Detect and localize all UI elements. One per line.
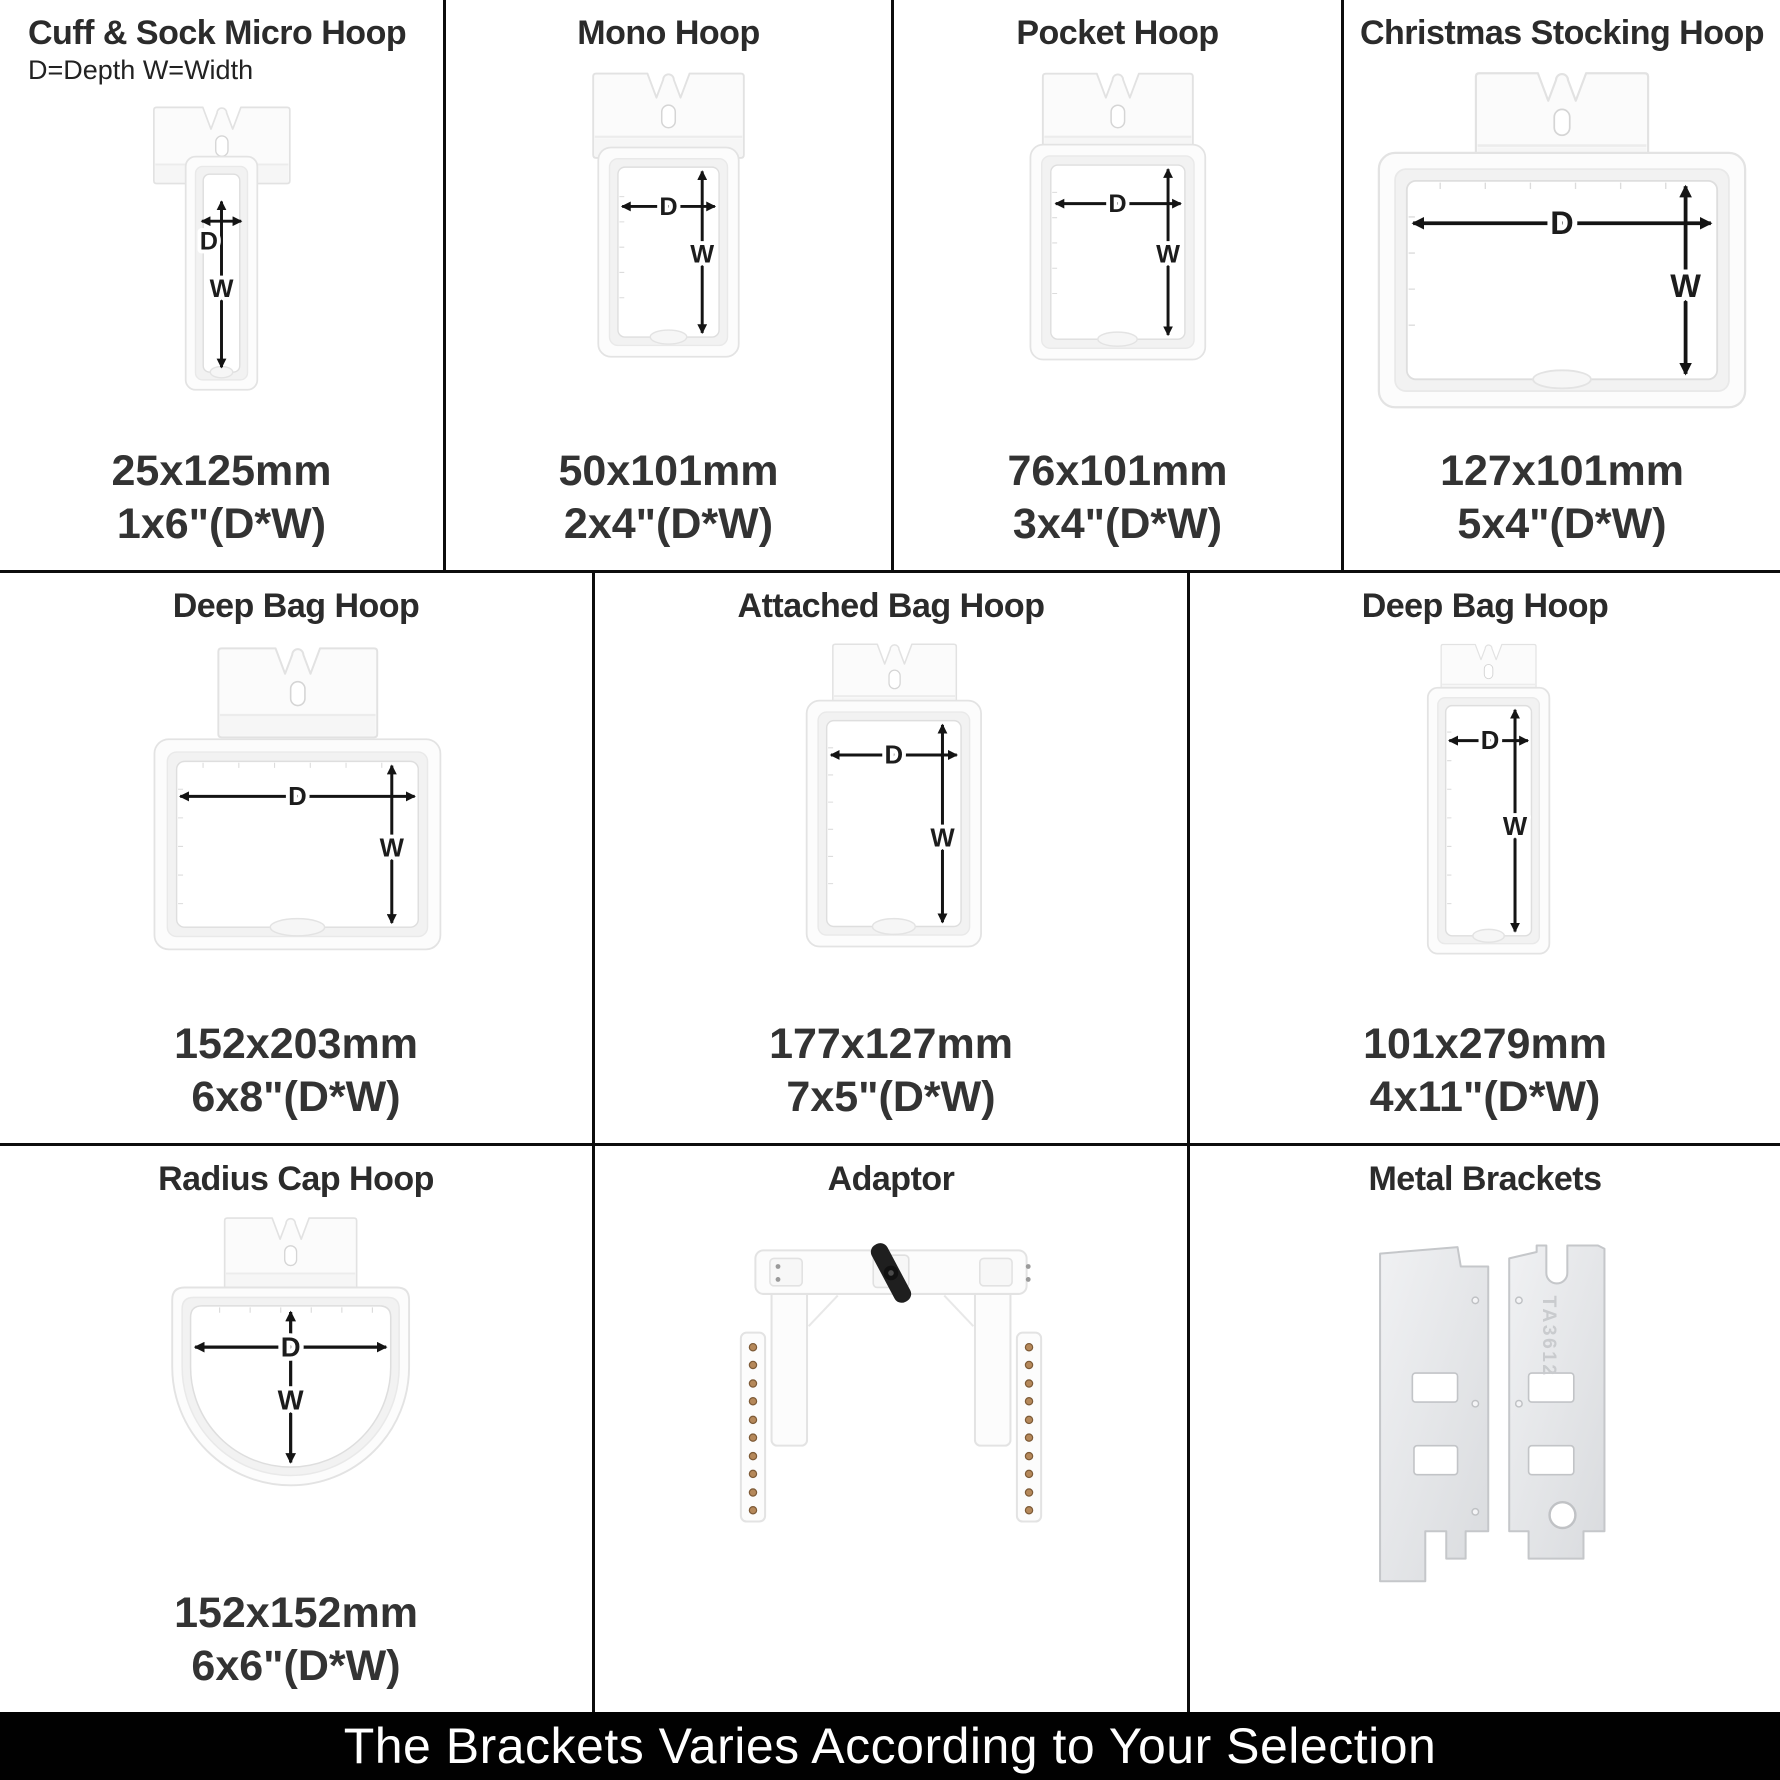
hoop-dimensions — [112, 445, 332, 570]
radius-cap-hoop-graphic — [120, 1205, 472, 1587]
cell-header — [446, 14, 891, 53]
cell-header — [595, 587, 1187, 626]
cell-christmas-stocking-hoop — [1344, 0, 1780, 570]
pocket-hoop-graphic — [991, 59, 1244, 389]
cell-title: Mono Hoop — [577, 14, 760, 52]
bracket-engraving: TA3612 — [1538, 1295, 1561, 1378]
cell-title: Christmas Stocking Hoop — [1359, 14, 1765, 52]
cell-attached-bag-hoop — [595, 573, 1190, 1143]
cell-title: Deep Bag Hoop — [172, 587, 420, 625]
cell-radius-cap-hoop — [0, 1146, 595, 1712]
cell-title: Radius Cap Hoop — [158, 1160, 434, 1198]
cell-title: Adaptor — [827, 1160, 955, 1198]
hoop-dimensions — [1440, 445, 1684, 570]
deep-bag-hoop-4x11-graphic — [1282, 632, 1688, 1018]
cell-pocket-hoop — [894, 0, 1344, 570]
cell-title: Deep Bag Hoop — [1361, 587, 1609, 625]
cell-metal-brackets — [1190, 1146, 1780, 1712]
adaptor-right-leg — [975, 1286, 1011, 1446]
hoop-dimensions — [174, 1018, 418, 1143]
cell-cuff-sock-micro-hoop — [0, 0, 446, 570]
size-inches: 5x4"(D*W) — [1457, 499, 1667, 548]
size-mm: 25x125mm — [111, 447, 332, 496]
hoop-dimensions — [1008, 445, 1228, 570]
hoop-dimensions — [1363, 1018, 1607, 1143]
right-metal-bracket — [1509, 1246, 1604, 1559]
width-label: W — [1156, 240, 1180, 269]
cell-adaptor — [595, 1146, 1190, 1712]
cell-mono-hoop — [446, 0, 894, 570]
depth-label: D — [288, 783, 307, 812]
cell-deep-bag-hoop-6x8 — [0, 573, 595, 1143]
hoop-dimensions — [769, 1018, 1013, 1143]
christmas-stocking-hoop-graphic — [1350, 59, 1774, 420]
cell-header — [894, 14, 1341, 53]
cell-header — [1190, 1160, 1780, 1199]
mounting-bracket — [593, 74, 744, 158]
depth-label: D — [1108, 190, 1127, 219]
width-label: W — [1502, 813, 1528, 842]
cell-title: Attached Bag Hoop — [737, 587, 1045, 625]
size-mm: 76x101mm — [1007, 447, 1228, 496]
row-2 — [0, 570, 1780, 1143]
cuff-sock-micro-hoop-graphic — [95, 92, 348, 422]
adaptor-left-leg — [772, 1286, 808, 1446]
footer-banner-text: The Brackets Varies According to Your Selection — [343, 1718, 1437, 1774]
depth-label: D — [884, 741, 904, 770]
size-mm: 50x101mm — [558, 447, 779, 496]
mounting-bracket — [218, 648, 377, 737]
hoop-dimensions — [174, 1587, 418, 1712]
row-3 — [0, 1143, 1780, 1712]
depth-label: D — [199, 227, 218, 256]
cell-deep-bag-hoop-4x11 — [1190, 573, 1780, 1143]
left-metal-bracket — [1380, 1247, 1488, 1581]
mono-hoop-graphic — [542, 59, 795, 389]
width-label: W — [277, 1384, 304, 1416]
cell-title: Metal Brackets — [1368, 1160, 1602, 1198]
size-mm: 152x152mm — [174, 1589, 418, 1638]
cell-header — [0, 14, 443, 86]
cell-header — [1344, 14, 1780, 53]
cell-header — [0, 587, 592, 626]
adaptor-graphic — [665, 1205, 1117, 1625]
depth-label: D — [1550, 205, 1574, 242]
width-label: W — [209, 275, 234, 304]
footer-banner — [0, 1712, 1780, 1780]
width-label: W — [1670, 268, 1701, 305]
size-inches: 3x4"(D*W) — [1012, 499, 1223, 548]
dimension-legend: D=Depth W=Width — [28, 55, 254, 86]
depth-label: D — [280, 1331, 301, 1363]
size-mm: 101x279mm — [1363, 1020, 1607, 1069]
size-inches: 1x6"(D*W) — [116, 499, 327, 548]
attached-bag-hoop-graphic — [688, 632, 1094, 1018]
size-inches: 7x5"(D*W) — [786, 1072, 996, 1121]
mounting-bracket — [225, 1218, 357, 1292]
size-inches: 2x4"(D*W) — [563, 499, 774, 548]
cell-header — [0, 1160, 592, 1199]
row-1 — [0, 0, 1780, 570]
deep-bag-hoop-6x8-graphic — [93, 632, 499, 1018]
cell-title: Cuff & Sock Micro Hoop — [28, 14, 407, 52]
hoop-dimensions — [559, 445, 779, 570]
depth-label: D — [1480, 727, 1500, 756]
cell-title: Pocket Hoop — [1016, 14, 1219, 52]
depth-label: D — [659, 192, 678, 221]
size-mm: 152x203mm — [174, 1020, 418, 1069]
width-label: W — [690, 240, 715, 269]
size-inches: 6x8"(D*W) — [191, 1072, 401, 1121]
size-mm: 177x127mm — [769, 1020, 1013, 1069]
metal-brackets-graphic — [1259, 1205, 1711, 1625]
size-inches: 6x6"(D*W) — [191, 1641, 401, 1690]
width-label: W — [930, 824, 955, 853]
right-screw-plate — [980, 1259, 1012, 1286]
left-screw-plate — [770, 1259, 802, 1286]
size-mm: 127x101mm — [1440, 447, 1684, 496]
size-inches: 4x11"(D*W) — [1369, 1072, 1601, 1121]
cell-header — [1190, 587, 1780, 626]
cell-header — [595, 1160, 1187, 1199]
width-label: W — [379, 834, 404, 863]
